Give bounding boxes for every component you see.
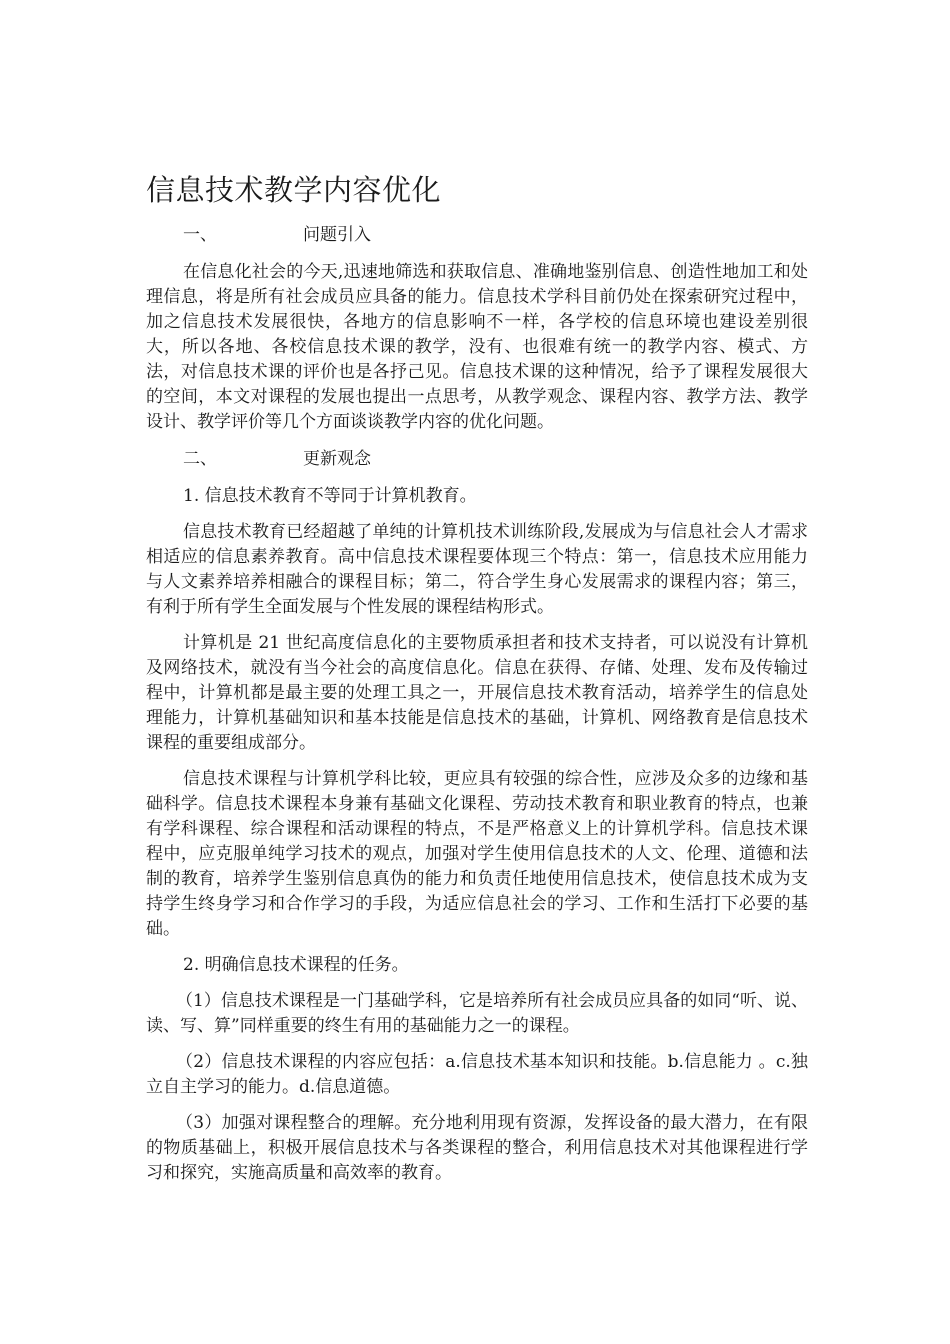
document-page: [146, 168, 808, 1197]
paragraph-body: 信息技术课程与计算机学科比较，更应具有较强的综合性，应涉及众多的边缘和基础科学。信息技术课程本身兼有基础文化课程、劳动技术教育和职业教育的特点，也兼有学科课程、综合课程和活动课程的特点，不是严格意义上的计算机学科。信息技术课程中，应克服单纯学习技术的观点，加强对学生使用信息技术的人文、伦理、道德和法制的教育，培养学生鉴别信息真伪的能力和负责任地使用信息技术，使信息技术成为支持学生终身学习和合作学习的手段，为适应信息社会的学习、工作和生活打下必要的基础。: [146, 769, 808, 939]
list-item: （3）加强对课程整合的理解。充分地利用现有资源，发挥设备的最大潜力，在有限的物质基础上，积极开展信息技术与各类课程的整合，利用信息技术对其他课程进行学习和探究，实施高质量和高效率的教育。: [146, 1113, 808, 1183]
section-heading-text: 问题引入: [303, 225, 371, 245]
section-heading-2: [146, 446, 808, 472]
section-heading-text: 更新观念: [303, 449, 371, 469]
list-item: （1）信息技术课程是一门基础学科，它是培养所有社会成员应具备的如同“听、说、读、写、算”同样重要的终生有用的基础能力之一的课程。: [146, 991, 808, 1036]
document-title: 信息技术教学内容优化: [146, 173, 442, 207]
section-heading-1: [146, 222, 808, 248]
section-number: 二、: [183, 449, 217, 469]
subheading-1: 1. 信息技术教育不等同于计算机教育。: [183, 486, 477, 506]
paragraph-body: 信息技术教育已经超越了单纯的计算机技术训练阶段,发展成为与信息社会人才需求相适应的信息素养教育。高中信息技术课程要体现三个特点：第一，信息技术应用能力与人文素养培养相融合的课程目标；第二，符合学生身心发展需求的课程内容；第三，有利于所有学生全面发展与个性发展的课程结构形式。: [146, 522, 808, 617]
paragraph-body: 计算机是 21 世纪高度信息化的主要物质承担者和技术支持者，可以说没有计算机及网络技术，就没有当今社会的高度信息化。信息在获得、存储、处理、发布及传输过程中，计算机都是最主要的处理工具之一，开展信息技术教育活动，培养学生的信息处理能力，计算机基础知识和基本技能是信息技术的基础，计算机、网络教育是信息技术课程的重要组成部分。: [146, 633, 808, 753]
subheading-2: 2. 明确信息技术课程的任务。: [183, 955, 409, 975]
list-item: （2）信息技术课程的内容应包括：a.信息技术基本知识和技能。b.信息能力 。c.独立自主学习的能力。d.信息道德。: [146, 1052, 808, 1097]
section-number: 一、: [183, 225, 217, 245]
paragraph-intro: 在信息化社会的今天,迅速地筛选和获取信息、准确地鉴别信息、创造性地加工和处理信息，将是所有社会成员应具备的能力。信息技术学科目前仍处在探索研究过程中，加之信息技术发展很快，各地方的信息影响不一样，各学校的信息环境也建设差别很大，所以各地、各校信息技术课的教学，没有、也很难有统一的教学内容、模式、方法，对信息技术课的评价也是各抒己见。信息技术课的这种情况，给予了课程发展很大的空间，本文对课程的发展也提出一点思考，从教学观念、课程内容、教学方法、教学设计、教学评价等几个方面谈谈教学内容的优化问题。: [146, 262, 808, 432]
